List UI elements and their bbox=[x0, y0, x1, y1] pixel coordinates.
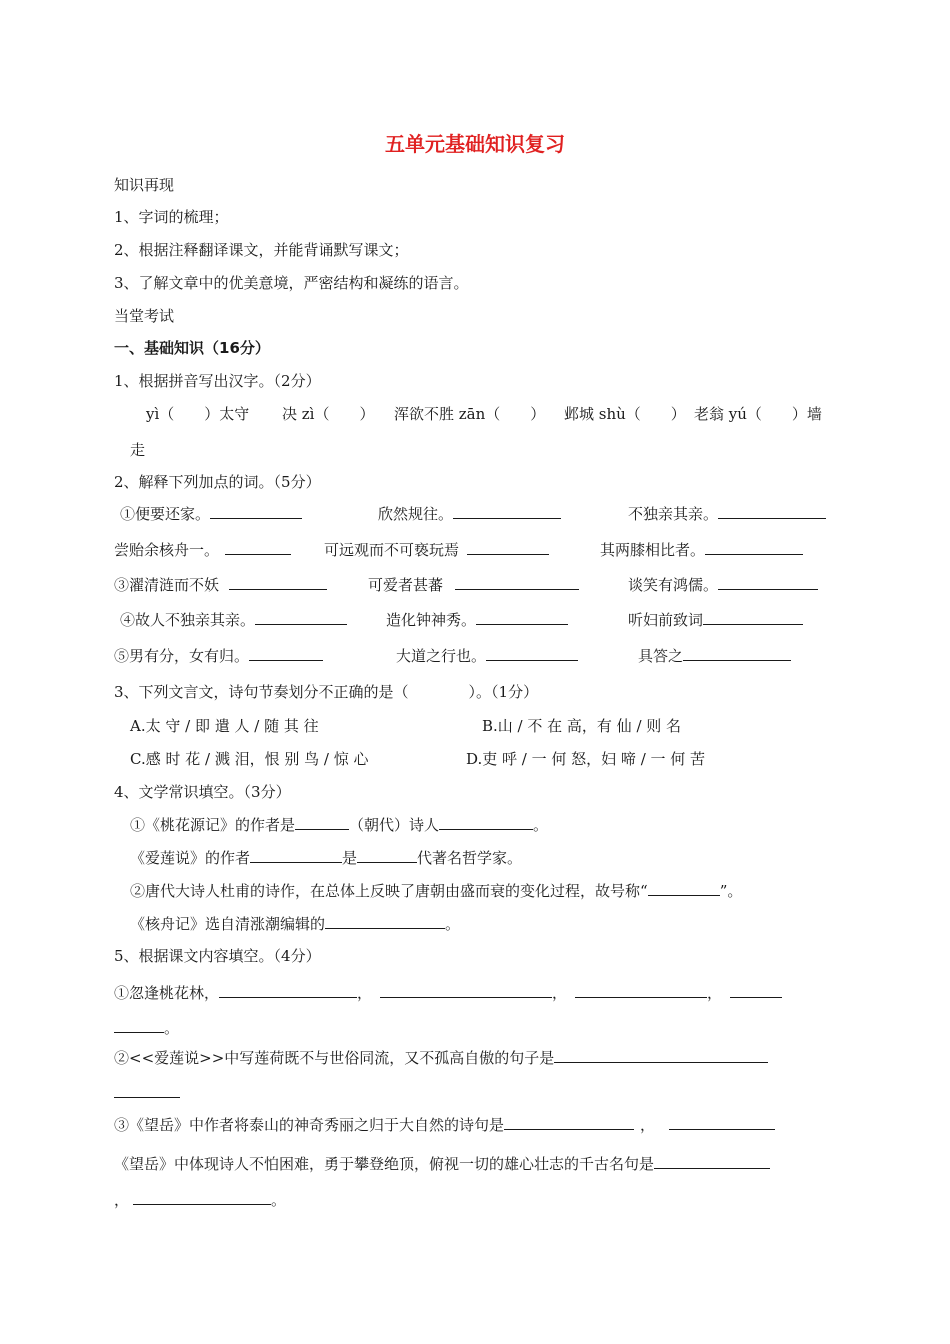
q4-line: 《核舟记》选自清涨潮编辑的 。 bbox=[130, 915, 461, 933]
review-item: 2、根据注释翻译课文，并能背诵默写课文； bbox=[114, 241, 409, 259]
q1-item: 浑欲不胜 zān（ ） bbox=[394, 405, 546, 423]
review-item: 1、字词的梳理； bbox=[114, 208, 229, 226]
q2-item: ③濯清涟而不妖 bbox=[114, 575, 327, 595]
q5-prompt: 5、根据课文内容填空。（4分） bbox=[114, 947, 321, 965]
q2-item: 谈笑有鸿儒。 bbox=[628, 575, 818, 595]
q3-option-b: B.山 / 不 在 高，有 仙 / 则 名 bbox=[482, 717, 682, 735]
q4-line: ①《桃花源记》的作者是 （朝代）诗人 。 bbox=[130, 816, 549, 834]
q1-item: yì（ ）太守 bbox=[146, 405, 250, 423]
q2-prompt: 2、解释下列加点的词。（5分） bbox=[114, 473, 321, 491]
q5-line: ①忽逢桃花林， ， ， ， bbox=[114, 983, 782, 1003]
section-test-heading: 当堂考试 bbox=[114, 307, 175, 325]
q2-item: 造化钟神秀。 bbox=[386, 610, 568, 630]
part1-heading: 一、基础知识（16分） bbox=[114, 339, 270, 357]
q5-line: ， 。 bbox=[114, 1191, 287, 1209]
q5-line: ③《望岳》中作者将泰山的神奇秀丽之归于大自然的诗句是 ， bbox=[114, 1115, 775, 1135]
section-review-heading: 知识再现 bbox=[114, 176, 175, 194]
q5-line: ②<<爱莲说>>中写莲荷既不与世俗同流，又不孤高自傲的句子是 bbox=[114, 1048, 768, 1068]
q4-prompt: 4、文学常识填空。（3分） bbox=[114, 783, 291, 801]
q5-line: 。 bbox=[114, 1018, 179, 1038]
q4-line: ②唐代大诗人杜甫的诗作，在总体上反映了唐朝由盛而衰的变化过程，故号称“ ”。 bbox=[130, 882, 743, 900]
q2-item: 具答之 bbox=[638, 646, 791, 666]
q5-line bbox=[114, 1083, 180, 1103]
q2-item: 可爱者甚蕃 bbox=[368, 575, 579, 595]
q2-item: 欣然规往。 bbox=[378, 504, 561, 524]
q2-item: 不独亲其亲。 bbox=[628, 504, 826, 524]
q2-item: 听妇前致词 bbox=[628, 610, 803, 630]
page-title: 五单元基础知识复习 bbox=[385, 132, 565, 156]
q2-item: 大道之行也。 bbox=[396, 646, 578, 666]
q2-item: 其两膝相比者。 bbox=[600, 540, 803, 560]
review-item: 3、了解文章中的优美意境，严密结构和凝练的语言。 bbox=[114, 274, 469, 292]
q1-wrap: 走 bbox=[130, 441, 146, 459]
q1-item: 邺城 shù（ ） bbox=[564, 405, 686, 423]
q5-line: 《望岳》中体现诗人不怕困难，勇于攀登绝顶，俯视一切的雄心壮志的千古名句是 bbox=[114, 1154, 770, 1174]
q1-item: 决 zì（ ） bbox=[282, 405, 375, 423]
q3-option-c: C.感 时 花 / 溅 泪，恨 别 鸟 / 惊 心 bbox=[130, 750, 369, 768]
q2-item: ⑤男有分，女有归。 bbox=[114, 646, 323, 666]
q1-prompt: 1、根据拼音写出汉字。（2分） bbox=[114, 372, 321, 390]
q2-item: ④故人不独亲其亲。 bbox=[120, 610, 347, 630]
q3-prompt: 3、下列文言文，诗句节奏划分不正确的是（ ）。（1分） bbox=[114, 683, 539, 701]
q1-item: 老翁 yú（ ）墙 bbox=[694, 405, 822, 423]
q2-item: ①便要还家。 bbox=[120, 504, 302, 524]
q2-item: 尝贻余核舟一。 bbox=[114, 540, 291, 560]
q4-line: 《爱莲说》的作者 是 代著名哲学家。 bbox=[130, 849, 523, 867]
q3-option-d: D.吏 呼 / 一 何 怒，妇 啼 / 一 何 苦 bbox=[466, 750, 706, 768]
q2-item: 可远观而不可亵玩焉 bbox=[324, 540, 549, 560]
q3-option-a: A.太 守 / 即 遣 人 / 随 其 往 bbox=[130, 717, 319, 735]
